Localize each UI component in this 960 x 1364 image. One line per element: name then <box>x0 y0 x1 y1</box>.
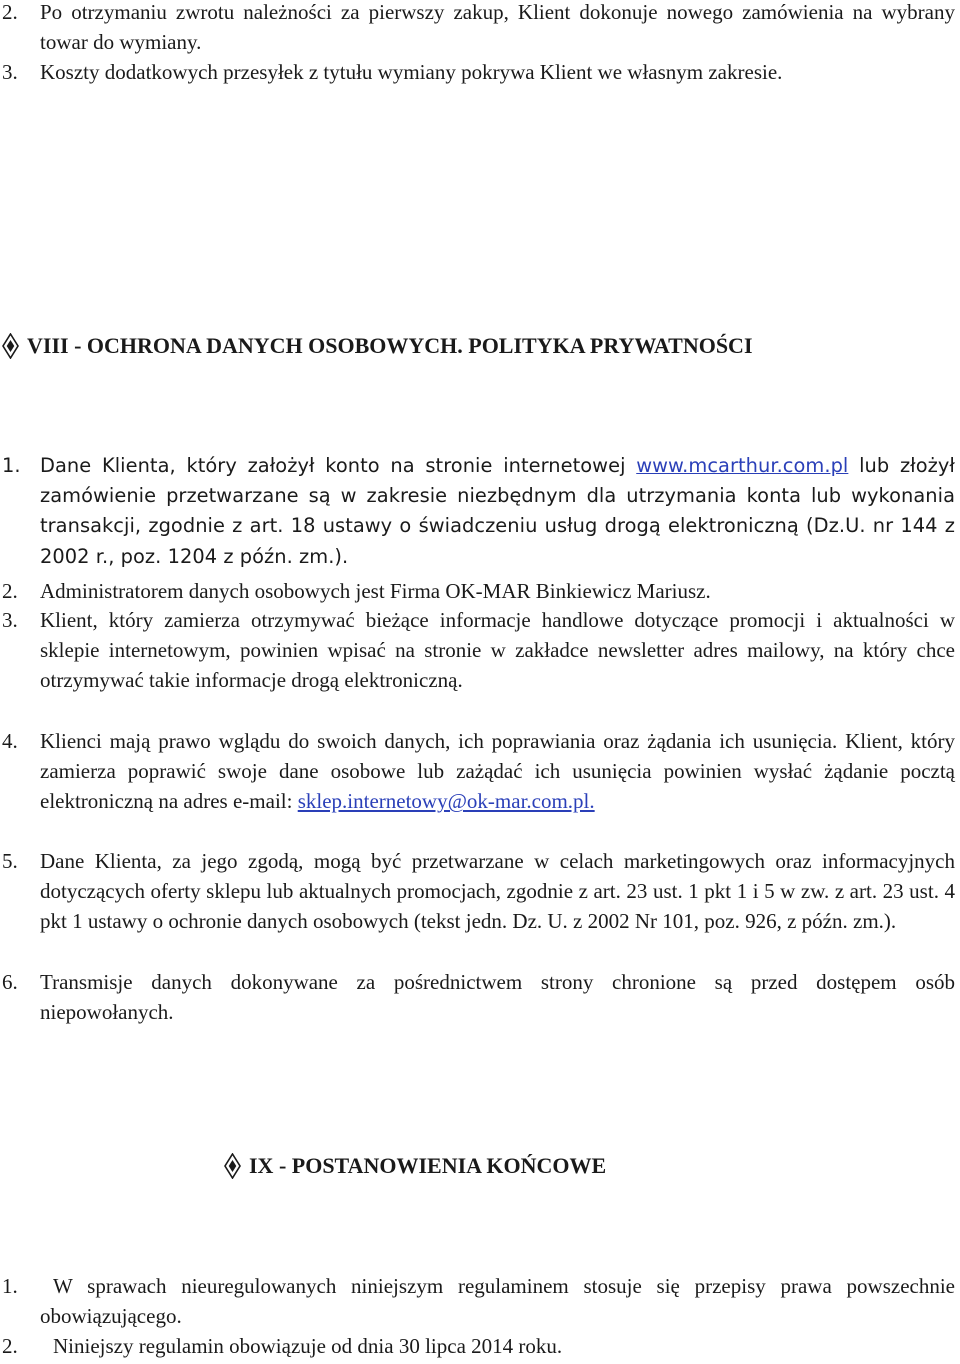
item-number: 3. <box>2 60 18 84</box>
diamond-bullet-icon <box>2 333 19 359</box>
list-item <box>0 1271 955 1331</box>
item-number: 1. <box>2 454 21 477</box>
list-item <box>0 1331 955 1361</box>
item-text: Administratorem danych osobowych jest Firma OK-MAR Binkiewicz Mariusz. <box>40 579 711 603</box>
list-item <box>0 846 955 937</box>
item-text: Niniejszy regulamin obowiązuje od dnia 30 lipca 2014 roku. <box>53 1334 563 1358</box>
section-title: VIII - OCHRONA DANYCH OSOBOWYCH. POLITYKA PRYWATNOŚCI <box>27 333 753 358</box>
item-text: Koszty dodatkowych przesyłek z tytułu wymiany pokrywa Klient we własnym zakresie. <box>40 60 783 84</box>
email-link[interactable]: sklep.internetowy@ok-mar.com.pl. <box>297 789 595 814</box>
list-item <box>0 0 955 57</box>
item-text: Dane Klienta, za jego zgodą, mogą być przetwarzane w celach marketingowych oraz informacyjnych dotyczących oferty sklepu lub aktualnych promocjach, zgodnie z art. 23 ust. 1 pkt 1 i 5 w zw. z art. 23 ust. 4 pkt 1 ustawy o ochronie danych osobowych (tekst jedn. Dz. U. z 2002 Nr 101, poz. 926, z późn. zm.). <box>40 849 955 934</box>
item-number: 2. <box>2 1334 18 1358</box>
website-link[interactable]: www.mcarthur.com.pl <box>636 454 849 477</box>
item-number: 2. <box>2 579 18 603</box>
item-number: 3. <box>2 608 18 632</box>
section-heading <box>2 331 753 361</box>
list-item <box>0 605 955 696</box>
item-number: 2. <box>2 0 18 24</box>
list-item <box>0 451 955 572</box>
section-title: IX - POSTANOWIENIA KOŃCOWE <box>249 1153 607 1178</box>
list-item <box>0 726 955 817</box>
item-text: Dane Klienta, który założył konto na stronie internetowej www.mcarthur.com.pl lub złożył zamówienie przetwarzane są w zakresie niezbędnym dla utrzymania konta lub wykonania transakcji, zgodnie z art. 18 ustawy o świadczeniu usług drogą elektroniczną (Dz.U. nr 144 z 2002 r., poz. 1204 z późn. zm.). <box>40 454 955 568</box>
item-text: Po otrzymaniu zwrotu należności za pierwszy zakup, Klient dokonuje nowego zamówienia na wybrany towar do wymiany. <box>40 0 955 55</box>
item-number: 4. <box>2 729 18 753</box>
diamond-bullet-icon <box>224 1153 241 1179</box>
list-item <box>0 57 955 87</box>
item-number: 6. <box>2 970 18 994</box>
item-text: Transmisje danych dokonywane za pośrednictwem strony chronione są przed dostępem osób niepowołanych. <box>40 970 955 1025</box>
item-text: W sprawach nieuregulowanych niniejszym regulaminem stosuje się przepisy prawa powszechnie obowiązującego. <box>40 1274 955 1329</box>
item-text: Klient, który zamierza otrzymywać bieżące informacje handlowe dotyczące promocji i aktualności w sklepie internetowym, powinien wpisać na stronie w zakładce newsletter adres mailowy, na który chce otrzymywać takie informacje drogą elektroniczną. <box>40 608 955 693</box>
list-item <box>0 967 955 1027</box>
item-number: 1. <box>2 1274 18 1298</box>
item-text: Klienci mają prawo wglądu do swoich danych, ich poprawiania oraz żądania ich usunięcia. Klient, który zamierza poprawić swoje dane osobowe lub zażądać ich usunięcia powinien wysłać żądanie pocztą elektroniczną na adres e-mail: sklep.internetowy@ok-mar.com.pl. <box>40 729 955 814</box>
list-item <box>0 576 955 606</box>
item-number: 5. <box>2 849 18 873</box>
section-heading <box>224 1151 606 1181</box>
